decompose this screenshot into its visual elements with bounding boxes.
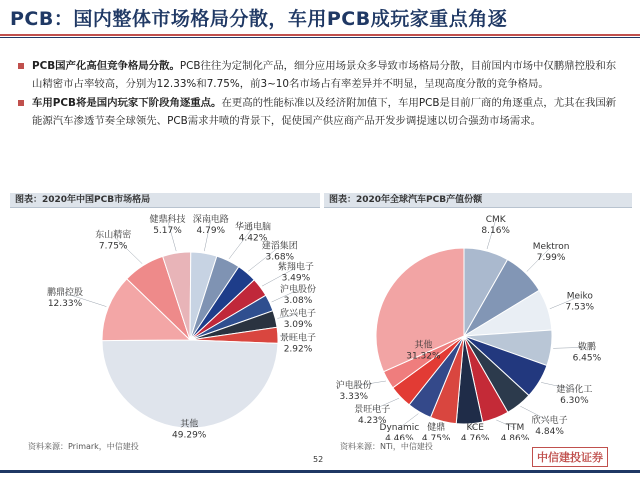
slice-value-label: 4.84% — [535, 427, 564, 438]
bullet-text: PCB往往为定制化产品，细分应用场景众多导致市场格局分散，目前国内市场中仅鹏鼎控股和东山精密市占率较高，分别为12.33%和7.75%，前3~10名市场占有率差异并不明显，呈现高度分散的竞争格局。 — [32, 60, 617, 90]
slice-label: Dynamic — [379, 423, 420, 433]
slice-label: Mektron — [532, 241, 570, 252]
slice-value-label: 3.68% — [265, 252, 295, 263]
slice-label: 欣兴电子 — [531, 416, 568, 427]
slice-value-label: 4.75% — [421, 434, 451, 440]
slice-label: 其他 — [414, 340, 433, 351]
bullet-list — [18, 58, 623, 132]
slice-label: 建滔化工 — [556, 384, 593, 395]
title-rule — [0, 34, 640, 36]
footer-rule — [0, 470, 640, 473]
title-rule-secondary — [0, 37, 640, 38]
slice-value-label: 3.49% — [281, 273, 311, 284]
slice-label: 其他 — [180, 419, 199, 430]
page-number: 52 — [313, 455, 324, 464]
bullet-heading: PCB国产化高但竞争格局分散。 — [32, 60, 180, 72]
slice-value-label: 3.08% — [283, 295, 313, 306]
slice-value-label: 4.46% — [385, 434, 414, 440]
right-chart-label: 图表：2020年全球汽车PCB产值份额 — [324, 193, 632, 207]
bullet-text: 在更高的性能标准以及经济附加值下，车用PCB是目前厂商的角逐重点，尤其在我国新能源汽车渗透节奏全球领先、PCB需求井喷的背景下，促使国产供应商产品开发步调提速以切合强劲市场需求。 — [32, 97, 617, 127]
bullet-marker — [18, 100, 24, 106]
slice-value-label: 4.23% — [358, 416, 387, 426]
slice-label: 沪电股份 — [335, 381, 372, 392]
slice-label: Meiko — [566, 291, 593, 302]
bullet-item — [18, 95, 623, 130]
slice-value-label: 3.09% — [283, 319, 313, 330]
right-pie-chart — [324, 210, 634, 440]
page-title: PCB：国内整体市场格局分散，车用PCB成玩家重点角逐 — [10, 8, 508, 30]
slice-value-label: 7.75% — [98, 241, 128, 252]
slice-label: 健鼎 — [427, 423, 446, 433]
slice-value-label: 4.42% — [238, 233, 268, 244]
bullet-item — [18, 58, 623, 93]
slice-value-label: 4.76% — [460, 434, 490, 440]
slice-value-label: 3.33% — [339, 392, 369, 403]
pie-slice — [102, 340, 278, 428]
slice-value-label: 12.33% — [47, 299, 83, 310]
slice-label: 欣兴电子 — [279, 308, 317, 319]
slice-value-label: 2.92% — [283, 344, 313, 355]
slice-value-label: 49.29% — [172, 430, 207, 440]
slice-label: 鹏鼎控股 — [46, 288, 84, 299]
slice-value-label: 4.79% — [196, 226, 226, 236]
slice-label: 沪电股份 — [279, 284, 317, 295]
slice-value-label: 8.16% — [481, 226, 510, 236]
slice-label: TTM — [505, 423, 525, 433]
left-chart-label: 图表：2020年中国PCB市场格局 — [10, 193, 320, 207]
slice-value-label: 6.30% — [560, 395, 589, 406]
right-chart-source: 资料来源：NTi，中信建投 — [340, 442, 433, 451]
slice-label: KCE — [466, 423, 484, 433]
slice-label: 深南电路 — [192, 215, 229, 225]
bullet-marker — [18, 63, 24, 69]
slice-value-label: 4.86% — [500, 434, 530, 440]
slice-label: 景旺电子 — [279, 333, 317, 344]
bullet-heading: 车用PCB将是国内玩家下阶段角逐重点。 — [32, 97, 222, 109]
slice-label: 景旺电子 — [354, 405, 391, 415]
slice-label: 华通电脑 — [234, 222, 272, 233]
left-pie-chart — [10, 210, 320, 440]
slice-label: 紫翔电子 — [277, 262, 314, 273]
slice-label: 东山精密 — [95, 230, 132, 241]
slice-label: CMK — [485, 215, 506, 225]
left-chart-source: 资料来源：Primark，中信建投 — [28, 442, 139, 451]
slice-value-label: 7.99% — [536, 252, 566, 263]
slice-value-label: 31.32% — [406, 351, 441, 362]
slice-label: 敬鹏 — [577, 342, 596, 353]
slice-value-label: 6.45% — [572, 353, 602, 364]
slice-label: 建滔集团 — [261, 241, 298, 252]
slice-value-label: 7.53% — [565, 302, 595, 313]
right-chart-underline — [324, 207, 632, 208]
company-logo: 中信建投证券 — [532, 447, 608, 467]
slice-label: 健鼎科技 — [149, 215, 186, 225]
slice-value-label: 5.17% — [153, 226, 182, 236]
left-chart-underline — [10, 207, 320, 208]
